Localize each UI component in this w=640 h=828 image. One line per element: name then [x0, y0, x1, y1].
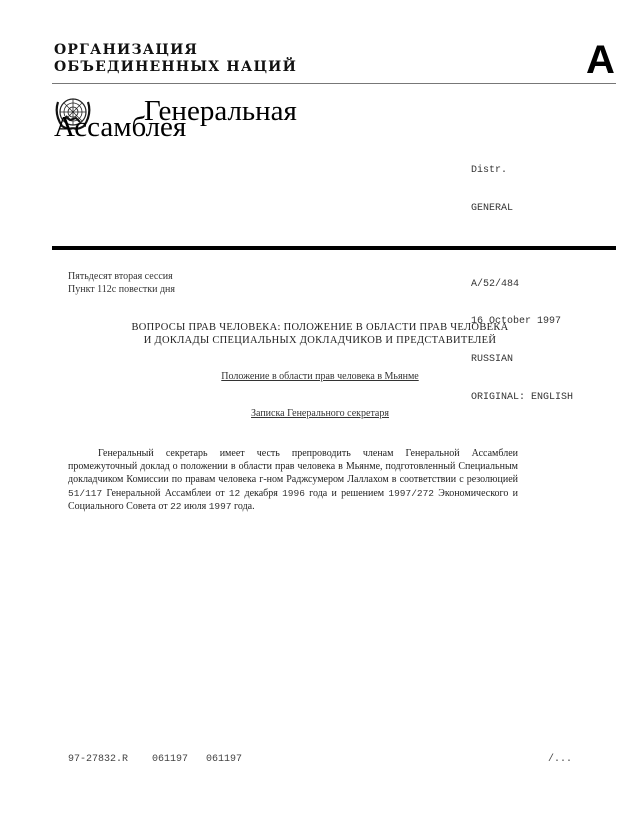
document-symbol: A/52/484	[471, 278, 520, 290]
organization-name	[54, 42, 297, 76]
org-line-2: ОБЪЕДИНЕННЫХ НАЦИЙ	[54, 59, 298, 75]
body-text: года и решением	[304, 487, 389, 499]
agenda-title	[60, 321, 580, 347]
assembly-name-line-1: Генеральная	[144, 95, 297, 127]
org-line-1: ОРГАНИЗАЦИЯ	[54, 42, 199, 58]
header-divider	[52, 83, 616, 84]
decision-number: 1997/272	[388, 487, 434, 499]
body-text: декабря	[240, 487, 283, 499]
original-language: ORIGINAL: ENGLISH	[471, 391, 574, 403]
body-text: Генеральный секретарь имеет честь препроводить членам Генеральной Ассамблеи промежуточный доклад о положении в области прав человека в Мьянме, подготовленный Специальным докладчиком Комиссии по правам человека г-ном Раджсумером Лаллахом в соответствии с резолюцией	[68, 448, 518, 486]
document-date: 16 October 1997	[471, 316, 562, 328]
distr-label: Distr.	[471, 165, 508, 177]
note-title	[60, 408, 580, 419]
body-text: Генеральной Ассамблеи от	[102, 487, 229, 499]
date-year: 1997	[208, 500, 232, 512]
note-title-text: Записка Генерального секретаря	[251, 408, 389, 419]
date-year: 1996	[282, 487, 305, 499]
agenda-item-line: Пункт 112с повестки дня	[68, 284, 175, 295]
date-day: 12	[228, 487, 241, 499]
session-line: Пятьдесят вторая сессия	[68, 271, 173, 282]
agenda-title-line-1: ВОПРОСЫ ПРАВ ЧЕЛОВЕКА: ПОЛОЖЕНИЕ В ОБЛАСТИ ПРАВ ЧЕЛОВЕКА	[131, 322, 509, 333]
resolution-number: 51/117	[68, 487, 103, 499]
body-text: Экономического и Социального Совета от	[68, 487, 518, 512]
heavy-divider	[52, 246, 616, 250]
session-info	[68, 270, 175, 296]
subtitle	[60, 371, 580, 382]
continuation-marker: /...	[548, 754, 573, 765]
body-text: года.	[231, 500, 255, 512]
body-text: июля	[181, 500, 209, 512]
document-language: RUSSIAN	[471, 354, 514, 366]
agenda-title-line-2: И ДОКЛАДЫ СПЕЦИАЛЬНЫХ ДОКЛАДЧИКОВ И ПРЕДСТАВИТЕЛЕЙ	[143, 335, 497, 346]
body-paragraph	[68, 447, 518, 513]
assembly-name-line-2: Ассамблея	[54, 111, 187, 143]
footer-job-code: 97-27832.R 061197 061197	[68, 754, 243, 765]
distr-value: GENERAL	[471, 202, 514, 214]
date-day: 22	[170, 500, 182, 512]
subtitle-text: Положение в области прав человека в Мьянме	[221, 371, 419, 382]
document-letter: A	[586, 38, 615, 82]
